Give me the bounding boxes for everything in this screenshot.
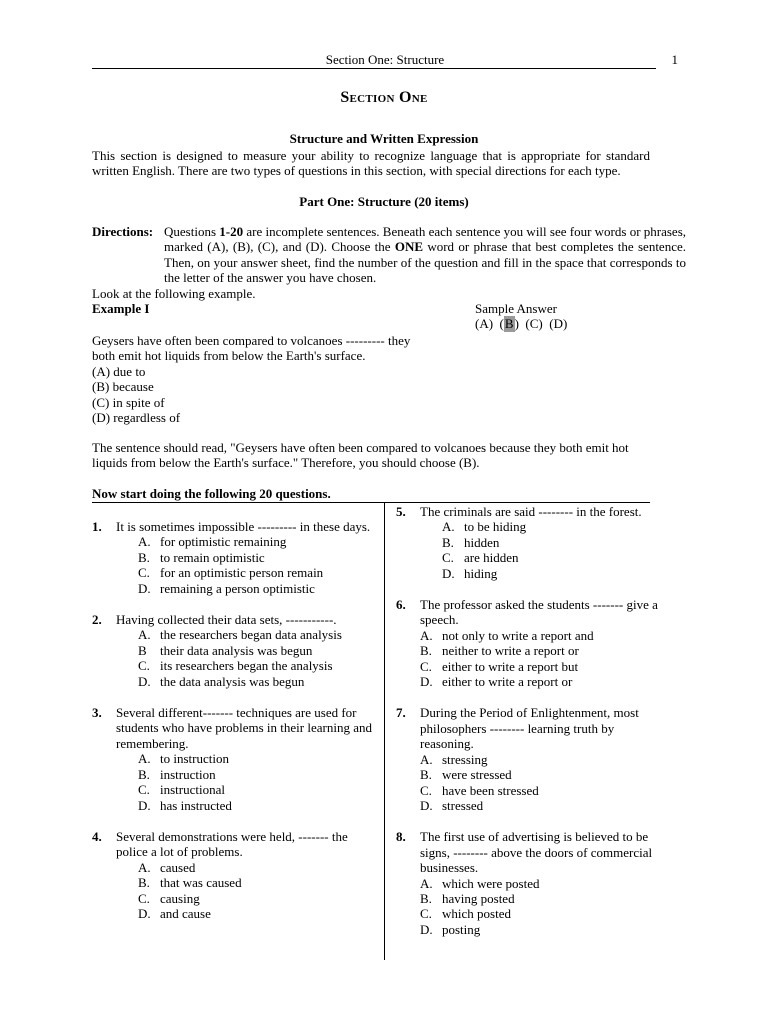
answer-options [92, 627, 374, 689]
answer-option [138, 674, 374, 689]
answer-option [420, 922, 666, 937]
answer-options [92, 534, 374, 596]
question-stem: Several demonstrations were held, ------- the police a lot of problems. [116, 828, 348, 860]
example-label: Example I [92, 301, 150, 316]
answer-option [138, 550, 374, 565]
sample-option-b-filled: B [504, 316, 514, 332]
running-head [92, 52, 678, 68]
answer-option [138, 767, 374, 782]
answer-option [442, 566, 666, 581]
header-rule [92, 68, 656, 69]
option-text: causing [160, 890, 200, 906]
answer-option [138, 658, 374, 673]
question-item [92, 612, 374, 689]
option-text: neither to write a report or [442, 643, 579, 659]
question-item [396, 597, 666, 689]
section-title [0, 90, 768, 105]
question-item [396, 829, 666, 937]
option-text: stressing [442, 751, 488, 767]
directions-body [92, 224, 686, 286]
option-text: to instruction [160, 751, 229, 767]
question-item [92, 519, 374, 596]
option-letter: C. [442, 550, 454, 566]
example-question [92, 333, 412, 425]
option-letter: A. [420, 875, 433, 891]
answer-option [138, 798, 374, 813]
example-lead: Look at the following example. [92, 286, 256, 301]
option-letter: A. [138, 859, 151, 875]
option-letter: B. [138, 549, 150, 565]
question-stem: The criminals are said -------- in the forest. [420, 504, 642, 519]
option-letter: A. [442, 519, 455, 535]
directions-label: Directions: [92, 224, 154, 239]
directions-one: ONE [394, 239, 424, 255]
question-stem: Having collected their data sets, -----------. [116, 612, 337, 628]
example-option: (B) because [92, 379, 154, 395]
option-letter: C. [138, 565, 150, 581]
option-letter: D. [138, 580, 151, 596]
example-option: (A) due to [92, 363, 146, 379]
option-text: hiding [464, 565, 498, 581]
sample-answer-options [475, 316, 567, 331]
option-letter: C. [420, 782, 432, 798]
option-text: the data analysis was begun [160, 673, 305, 689]
part-title: Part One: Structure (20 items) [299, 194, 469, 209]
question-stem: The first use of advertising is believed to be signs, -------- above the doors of commercial businesses. [420, 829, 653, 876]
question-item [92, 829, 374, 921]
answer-option [420, 674, 666, 689]
option-letter: B. [420, 643, 432, 659]
now-start-instruction: Now start doing the following 20 questions. [92, 486, 331, 501]
answer-option [442, 550, 666, 565]
answer-option [420, 783, 666, 798]
intro-paragraph: This section is designed to measure your ability to recognize language that is appropriate for standard written English. There are two types of questions in this section, with special directions for each type. [92, 148, 650, 179]
answer-option [138, 906, 374, 921]
sample-answer-label: Sample Answer [475, 301, 557, 316]
answer-option [420, 659, 666, 674]
option-text: instructional [160, 782, 225, 798]
option-letter: A. [138, 751, 151, 767]
section-title-first-rest: ection [349, 89, 395, 106]
option-letter: B. [138, 875, 150, 891]
answer-option [138, 581, 374, 596]
option-letter: D. [420, 797, 433, 813]
sample-option-a: (A) [475, 316, 494, 332]
option-letter: D. [420, 921, 433, 937]
option-letter: A. [420, 751, 433, 767]
option-text: and cause [160, 905, 211, 921]
sample-option-c: (C) [525, 316, 543, 332]
column-divider [384, 502, 385, 960]
answer-option [138, 565, 374, 580]
answer-option [420, 767, 666, 782]
question-number: 5. [396, 504, 406, 519]
section-title-first-initial: S [340, 89, 350, 106]
example-option: (D) regardless of [92, 410, 181, 426]
question-number: 6. [396, 597, 406, 613]
questions-right-column [396, 504, 666, 953]
example-option: (C) in spite of [92, 394, 165, 410]
answer-options [396, 519, 666, 581]
answer-option [138, 643, 374, 658]
answer-options [396, 628, 666, 690]
page-number: 1 [671, 52, 678, 67]
directions-text-1: Questions [164, 224, 220, 240]
option-text: have been stressed [442, 782, 539, 798]
option-text: hidden [464, 534, 500, 550]
section-title-second-initial: O [399, 89, 412, 106]
option-text: that was caused [160, 875, 242, 891]
answer-option [138, 782, 374, 797]
questions-top-rule [92, 502, 650, 503]
directions [92, 224, 686, 286]
option-text: to remain optimistic [160, 549, 265, 565]
directions-text-3: word or phrase that best completes the sentence. Then, on your answer sheet, find the number of the question and fill in the space that corresponds to the letter of the answer you have chosen. [164, 239, 686, 286]
question-item [396, 705, 666, 813]
answer-option [138, 534, 374, 549]
sample-b-close: ) [514, 316, 519, 332]
question-number: 2. [92, 612, 102, 628]
answer-option [138, 860, 374, 875]
option-text: to be hiding [464, 519, 527, 535]
option-text: caused [160, 859, 196, 875]
answer-option [442, 535, 666, 550]
question-number: 8. [396, 829, 406, 845]
question-number: 1. [92, 519, 102, 534]
example-explanation: The sentence should read, "Geysers have often been compared to volcanoes because they both emit hot liquids from below the Earth's surface." Therefore, you should choose (B). [92, 440, 629, 471]
answer-option [420, 906, 666, 921]
option-letter: C. [420, 658, 432, 674]
answer-option [420, 876, 666, 891]
directions-text-2: are incomplete sentences. Beneath each sentence you will see four words or phrases, marked (A), (B), (C), and (D). Choose the [164, 224, 687, 255]
option-text: are hidden [464, 550, 519, 566]
option-text: remaining a person optimistic [160, 580, 315, 596]
question-stem: During the Period of Enlightenment, most philosophers -------- learning truth by reasoning. [420, 705, 639, 752]
directions-range: 1-20 [219, 224, 244, 240]
answer-option [138, 875, 374, 890]
answer-options [92, 860, 374, 922]
option-letter: B. [420, 890, 432, 906]
option-text: either to write a report but [442, 658, 579, 674]
option-letter: B. [420, 767, 432, 783]
sample-b-open: ( [499, 316, 504, 332]
option-text: were stressed [442, 767, 512, 783]
option-text: instruction [160, 766, 216, 782]
question-stem: It is sometimes impossible --------- in these days. [116, 519, 371, 534]
section-title-second-rest: ne [411, 89, 428, 106]
answer-option [138, 627, 374, 642]
option-letter: B. [442, 534, 454, 550]
option-letter: D. [138, 905, 151, 921]
answer-option [420, 628, 666, 643]
question-stem: Several different------- techniques are used for students who have problems in their learning and remembering. [116, 705, 372, 751]
option-text: not only to write a report and [442, 627, 594, 643]
option-letter: D. [442, 565, 455, 581]
answer-option [420, 798, 666, 813]
option-text: which were posted [442, 875, 540, 891]
option-letter: C. [138, 890, 150, 906]
question-item [396, 504, 666, 581]
option-letter: D. [420, 674, 433, 690]
sample-option-d: (D) [549, 316, 568, 332]
answer-option [420, 752, 666, 767]
option-text: which posted [442, 906, 511, 922]
running-title: Section One: Structure [325, 52, 445, 67]
questions-left-column [92, 519, 374, 937]
option-text: its researchers began the analysis [160, 658, 333, 674]
answer-option [420, 891, 666, 906]
option-text: has instructed [160, 797, 232, 813]
example-stem: Geysers have often been compared to volcanoes --------- they both emit hot liquids from below the Earth's surface. [92, 333, 411, 364]
option-letter: C. [138, 782, 150, 798]
option-text: having posted [442, 890, 515, 906]
question-number: 7. [396, 705, 406, 721]
option-letter: B [138, 642, 147, 658]
option-letter: D. [138, 673, 151, 689]
question-number: 3. [92, 705, 102, 721]
answer-option [138, 891, 374, 906]
option-letter: B. [138, 766, 150, 782]
answer-option [420, 643, 666, 658]
sample-answer [475, 301, 567, 332]
answer-options [92, 751, 374, 813]
answer-options [396, 752, 666, 814]
answer-options [396, 876, 666, 938]
option-text: either to write a report or [442, 674, 573, 690]
question-item [92, 705, 374, 813]
answer-option [138, 751, 374, 766]
subsection-heading: Structure and Written Expression [289, 131, 479, 146]
option-letter: A. [138, 627, 151, 643]
option-text: stressed [442, 797, 484, 813]
option-text: for an optimistic person remain [160, 565, 324, 581]
option-letter: D. [138, 797, 151, 813]
option-text: for optimistic remaining [160, 534, 287, 550]
option-letter: C. [138, 658, 150, 674]
question-stem: The professor asked the students ------- give a speech. [420, 597, 658, 628]
answer-option [442, 519, 666, 534]
option-text: the researchers began data analysis [160, 627, 342, 643]
option-text: their data analysis was begun [160, 642, 313, 658]
question-number: 4. [92, 828, 102, 844]
option-letter: C. [420, 906, 432, 922]
option-letter: A. [138, 534, 151, 550]
option-letter: A. [420, 627, 433, 643]
sample-option-b [500, 316, 519, 331]
option-text: posting [442, 921, 481, 937]
